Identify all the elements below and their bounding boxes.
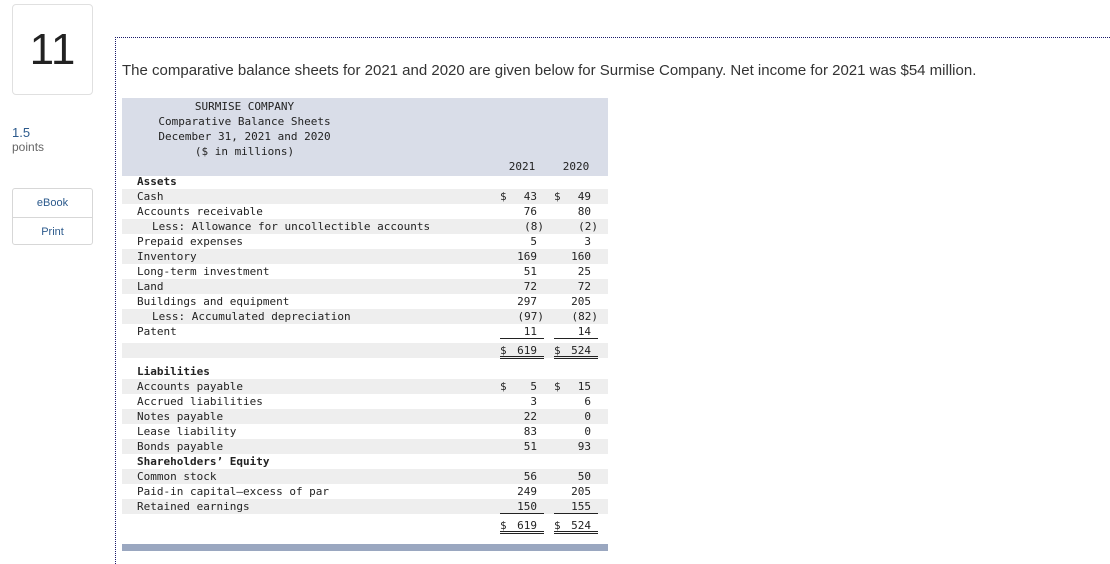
amount: 5 — [530, 380, 537, 393]
amount: 160 — [571, 250, 591, 263]
balance-row — [122, 189, 608, 204]
balance-row — [122, 234, 608, 249]
value-2020 — [554, 424, 598, 439]
question-number: 11 — [12, 4, 93, 95]
value-2020 — [554, 379, 598, 394]
value-2021 — [500, 234, 544, 249]
row-label: Patent — [137, 325, 177, 338]
value-2021 — [500, 518, 544, 534]
balance-row — [122, 394, 608, 409]
balance-row — [122, 469, 608, 484]
row-label: Retained earnings — [137, 500, 250, 513]
table-bottom-bar — [122, 544, 608, 551]
balance-row — [122, 324, 608, 339]
amount: 15 — [577, 380, 591, 393]
amount: 3 — [584, 235, 591, 248]
ebook-button[interactable]: eBook — [36, 197, 69, 209]
row-label: Less: Allowance for uncollectible accounts — [152, 220, 431, 233]
balance-row — [122, 309, 608, 324]
amount: 6 — [584, 395, 591, 408]
amount: 155 — [571, 500, 591, 513]
dollar-sign: $ — [500, 380, 507, 393]
amount: 169 — [517, 250, 537, 263]
value-2020 — [554, 484, 598, 499]
amount: 3 — [530, 395, 537, 408]
value-2021 — [500, 409, 544, 424]
amount: 72 — [577, 280, 591, 293]
dollar-sign: $ — [554, 380, 561, 393]
amount: (97) — [517, 310, 544, 323]
value-2021 — [500, 189, 544, 204]
amount: 0 — [584, 410, 591, 423]
balance-sheet — [122, 98, 608, 548]
row-label: Bonds payable — [137, 440, 224, 453]
points-label: points — [12, 140, 45, 154]
amount: 619 — [517, 344, 537, 357]
value-2020 — [554, 249, 598, 264]
balance-row — [122, 219, 608, 234]
amount: 524 — [571, 519, 591, 532]
dollar-sign: $ — [500, 190, 507, 203]
value-2021 — [500, 499, 544, 514]
amount: 72 — [523, 280, 537, 293]
row-label: Less: Accumulated depreciation — [152, 310, 351, 323]
section-heading — [122, 454, 608, 469]
print-button[interactable]: Print — [13, 217, 92, 245]
amount: 50 — [577, 470, 591, 483]
balance-row — [122, 279, 608, 294]
question-frame-top — [115, 37, 1110, 38]
value-2021 — [500, 279, 544, 294]
value-2021 — [500, 484, 544, 499]
amount: 249 — [517, 485, 537, 498]
row-label: Long-term investment — [137, 265, 270, 278]
row-label: Buildings and equipment — [137, 295, 290, 308]
company-name: SURMISE COMPANY — [194, 100, 295, 113]
balance-row — [122, 499, 608, 514]
value-2020 — [554, 234, 598, 249]
amount: (82) — [571, 310, 598, 323]
amount: 76 — [523, 205, 537, 218]
amount: 205 — [571, 485, 591, 498]
row-label: Assets — [137, 175, 177, 188]
dollar-sign: $ — [500, 519, 507, 532]
section-heading — [122, 174, 608, 189]
year-2020-header: 2020 — [562, 160, 590, 173]
section-heading — [122, 364, 608, 379]
balance-row — [122, 204, 608, 219]
row-label: Lease liability — [137, 425, 237, 438]
value-2021 — [500, 469, 544, 484]
amount: 25 — [577, 265, 591, 278]
value-2020 — [554, 409, 598, 424]
balance-row — [122, 294, 608, 309]
sheet-date: December 31, 2021 and 2020 — [158, 130, 331, 143]
value-2021 — [500, 439, 544, 454]
sheet-units: ($ in millions) — [194, 145, 295, 158]
value-2020 — [554, 439, 598, 454]
balance-row — [122, 439, 608, 454]
sheet-title: Comparative Balance Sheets — [158, 115, 331, 128]
balance-sheet-header — [122, 98, 608, 176]
row-label: Cash — [137, 190, 164, 203]
balance-row — [122, 484, 608, 499]
points-value: 1.5 — [12, 125, 31, 140]
value-2021 — [500, 204, 544, 219]
value-2020 — [554, 518, 598, 534]
value-2020 — [554, 394, 598, 409]
amount: (2) — [578, 220, 598, 233]
amount: 22 — [523, 410, 537, 423]
balance-row — [122, 379, 608, 394]
amount: 619 — [517, 519, 537, 532]
balance-row — [122, 424, 608, 439]
dollar-sign: $ — [500, 344, 507, 357]
year-2021-header: 2021 — [508, 160, 536, 173]
value-2021 — [500, 424, 544, 439]
amount: 51 — [523, 265, 537, 278]
row-label: Prepaid expenses — [137, 235, 243, 248]
value-2020 — [554, 189, 598, 204]
amount: 205 — [571, 295, 591, 308]
value-2020 — [554, 219, 598, 234]
question-text: The comparative balance sheets for 2021 and 2020 are given below for Surmise Company. Net income for 2021 was $54 million. — [122, 62, 977, 79]
row-label: Accounts payable — [137, 380, 243, 393]
value-2020 — [554, 279, 598, 294]
value-2020 — [554, 204, 598, 219]
dollar-sign: $ — [554, 344, 561, 357]
dollar-sign: $ — [554, 190, 561, 203]
amount: 150 — [517, 500, 537, 513]
amount: 93 — [577, 440, 591, 453]
amount: 56 — [523, 470, 537, 483]
amount: 43 — [523, 190, 537, 203]
dollar-sign: $ — [554, 519, 561, 532]
amount: 5 — [530, 235, 537, 248]
row-label: Accounts receivable — [137, 205, 263, 218]
amount: 14 — [577, 325, 591, 338]
balance-row — [122, 249, 608, 264]
value-2021 — [500, 379, 544, 394]
value-2020 — [554, 309, 598, 324]
value-2020 — [554, 469, 598, 484]
amount: 80 — [577, 205, 591, 218]
value-2021 — [500, 394, 544, 409]
amount: 524 — [571, 344, 591, 357]
amount: 51 — [523, 440, 537, 453]
balance-row — [122, 264, 608, 279]
value-2021 — [500, 219, 544, 234]
amount: 0 — [584, 425, 591, 438]
row-label: Accrued liabilities — [137, 395, 263, 408]
amount: (8) — [524, 220, 544, 233]
value-2021 — [500, 294, 544, 309]
amount: 297 — [517, 295, 537, 308]
row-label: Inventory — [137, 250, 197, 263]
value-2020 — [554, 264, 598, 279]
value-2021 — [500, 309, 544, 324]
row-label: Notes payable — [137, 410, 224, 423]
value-2020 — [554, 499, 598, 514]
balance-row — [122, 518, 608, 533]
points-block — [12, 125, 44, 155]
amount: 49 — [577, 190, 591, 203]
value-2020 — [554, 324, 598, 339]
side-buttons — [12, 188, 93, 245]
row-label: Shareholders’ Equity — [137, 455, 270, 468]
amount: 83 — [523, 425, 537, 438]
row-label: Liabilities — [137, 365, 210, 378]
row-label: Paid-in capital—excess of par — [137, 485, 330, 498]
balance-row — [122, 409, 608, 424]
value-2021 — [500, 264, 544, 279]
amount: 11 — [523, 325, 537, 338]
value-2021 — [500, 324, 544, 339]
row-label: Land — [137, 280, 164, 293]
value-2021 — [500, 249, 544, 264]
question-frame-left — [115, 37, 116, 564]
row-label: Common stock — [137, 470, 217, 483]
value-2020 — [554, 294, 598, 309]
